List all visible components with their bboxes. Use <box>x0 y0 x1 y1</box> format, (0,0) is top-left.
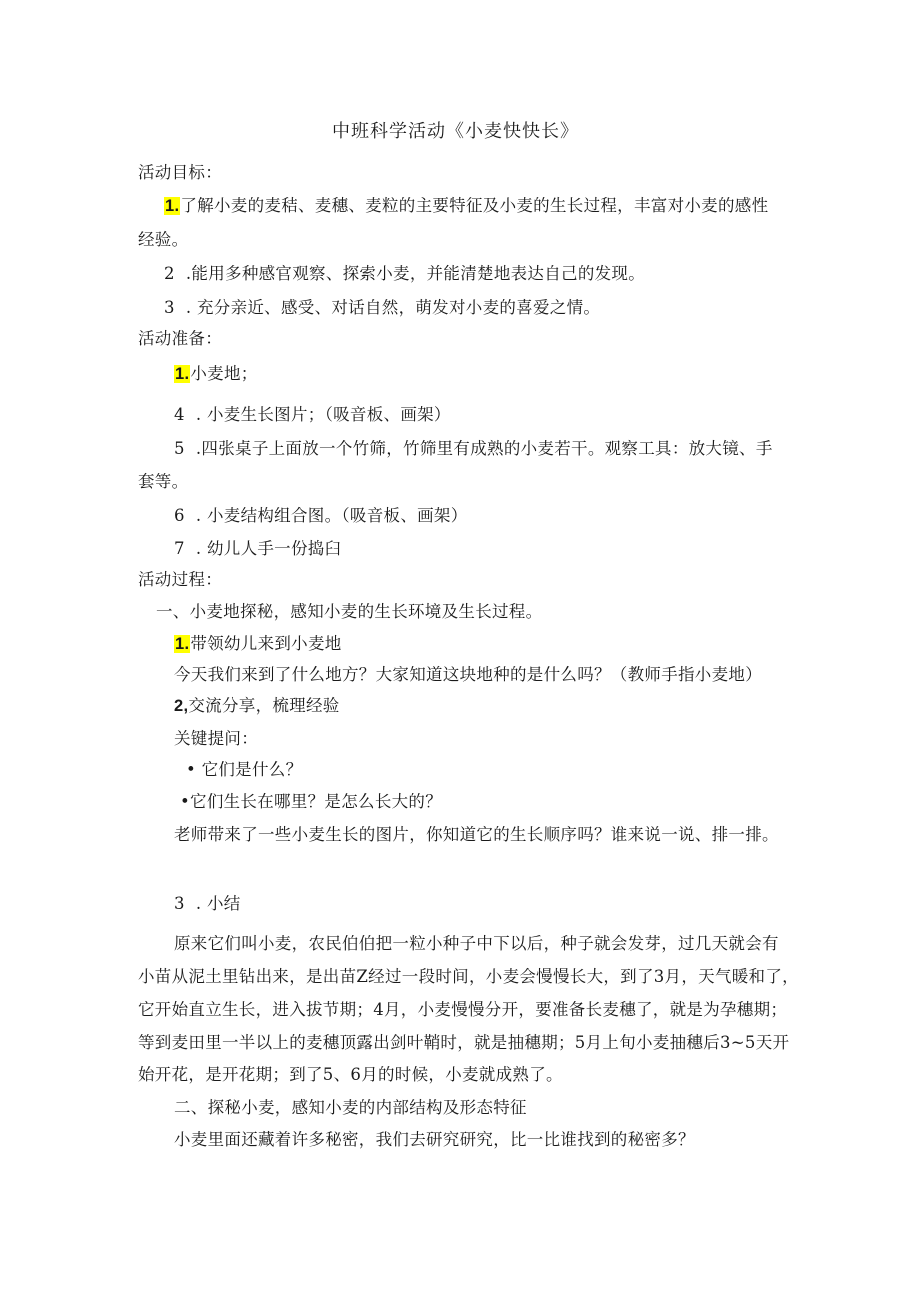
goal-1-text-continued: 经验。 <box>138 230 189 249</box>
summary-line-4: 等到麦田里一半以上的麦穗顶露出剑叶鞘时，就是抽穗期；5月上旬小麦抽穗后3~5天开 <box>138 1033 790 1052</box>
prep-1-text: 小麦地； <box>190 364 258 383</box>
goal-1-number: 1. <box>165 197 180 215</box>
prep-item-6: 6 . 小麦结构组合图。（吸音板、画架） <box>174 506 468 525</box>
prep-item-7: 7 . 幼儿人手一份捣臼 <box>174 539 342 558</box>
step-3: 3 . 小结 <box>174 894 241 913</box>
key-questions-label: 关键提问： <box>174 729 258 748</box>
part-2-heading: 二、探秘小麦，感知小麦的内部结构及形态特征 <box>174 1098 527 1117</box>
goal-1-text: 了解小麦的麦秸、麦穗、麦粒的主要特征及小麦的生长过程，丰富对小麦的感性 <box>180 196 769 215</box>
goal-item-2: 2 .能用多种感官观察、探索小麦，并能清楚地表达自己的发现。 <box>164 264 646 283</box>
summary-line-5: 始开花，是开花期；到了5、6月的时候，小麦就成熟了。 <box>138 1065 563 1084</box>
prep-1-number: 1. <box>175 365 190 383</box>
step-2-number: 2, <box>174 697 189 715</box>
step-1 <box>174 632 342 656</box>
prep-heading: 活动准备： <box>138 329 222 348</box>
document-title: 中班科学活动《小麦快快长》 <box>332 121 579 142</box>
summary-line-2: 小苗从泥土里钻出来，是出苗Z经过一段时间，小麦会慢慢长大，到了3月，天气暖和了， <box>138 967 799 986</box>
process-heading: 活动过程： <box>138 570 222 589</box>
part-1-heading: 一、小麦地探秘，感知小麦的生长环境及生长过程。 <box>156 602 543 621</box>
goal-item-3: 3 . 充分亲近、感受、对话自然，萌发对小麦的喜爱之情。 <box>164 298 601 317</box>
step-1-number: 1. <box>175 635 190 653</box>
part-2-body: 小麦里面还藏着许多秘密，我们去研究研究，比一比谁找到的秘密多？ <box>174 1130 695 1149</box>
step-2 <box>174 694 340 718</box>
step-1-text: 带领幼儿来到小麦地 <box>190 634 342 653</box>
step-2-text: 交流分享，梳理经验 <box>188 696 340 715</box>
key-question-2: •它们生长在哪里？是怎么长大的？ <box>180 792 443 811</box>
goal-item-1 <box>164 194 768 218</box>
prep-item-5: 5 .四张桌子上面放一个竹筛，竹筛里有成熟的小麦若干。观察工具：放大镜、手 <box>174 439 773 458</box>
summary-line-3: 它开始直立生长，进入拔节期；4月，小麦慢慢分开，要准备长麦穗了，就是为孕穗期； <box>138 1000 788 1019</box>
goals-heading: 活动目标： <box>138 163 222 182</box>
prep-item-5-continued: 套等。 <box>138 472 189 491</box>
prep-item-4: 4 . 小麦生长图片；（吸音板、画架） <box>174 405 451 424</box>
step-2-body: 老师带来了一些小麦生长的图片，你知道它的生长顺序吗？谁来说一说、排一排。 <box>174 825 779 844</box>
key-question-1: • 它们是什么？ <box>186 760 303 779</box>
prep-item-1 <box>174 362 258 386</box>
step-1-body: 今天我们来到了什么地方？大家知道这块地种的是什么吗？（教师手指小麦地） <box>174 665 762 684</box>
summary-line-1: 原来它们叫小麦，农民伯伯把一粒小种子中下以后，种子就会发芽，过几天就会有 <box>174 934 779 953</box>
